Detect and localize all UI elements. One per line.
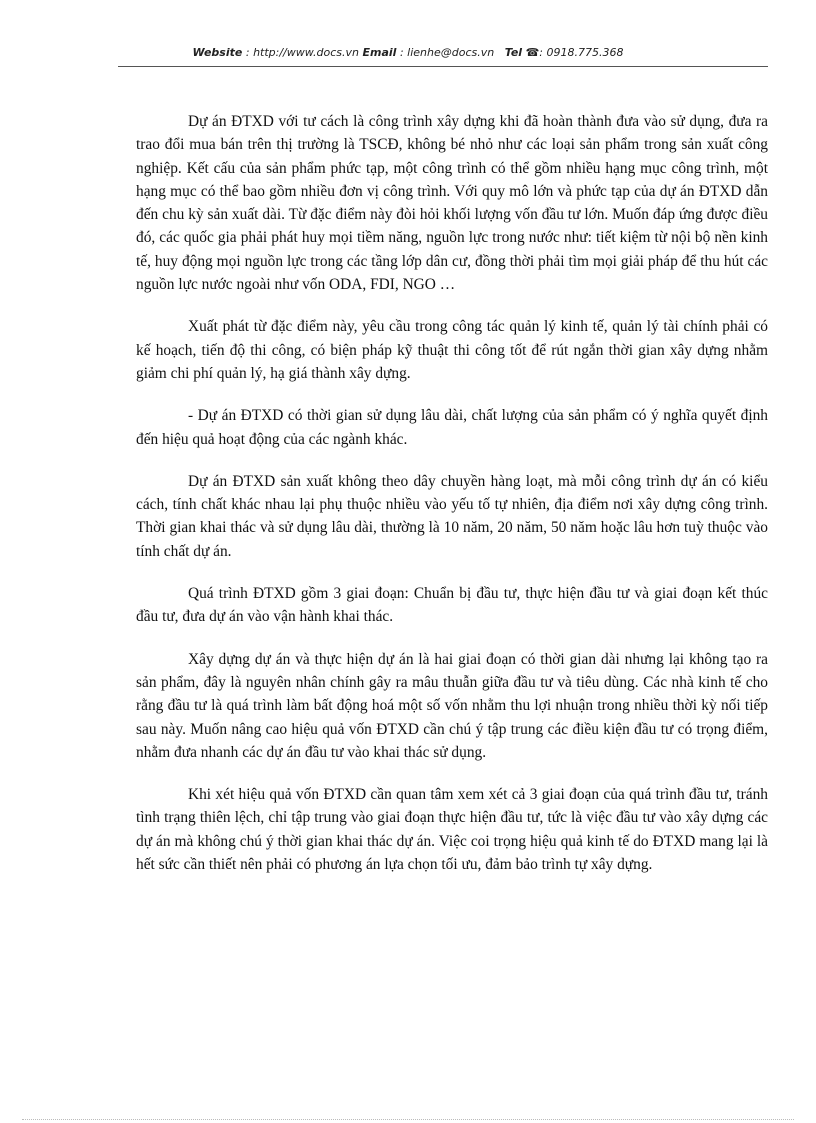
website-sep: : [242,46,254,59]
header-divider [118,66,768,67]
phone-icon: ☎ [525,46,540,59]
paragraph-3: - Dự án ĐTXD có thời gian sử dụng lâu dài, chất lượng của sản phẩm có ý nghĩa quyết định đến hiệu quả hoạt động của các ngành khác. [136,407,768,448]
website-label: Website [192,46,243,59]
paragraph-2: Xuất phát từ đặc điểm này, yêu cầu trong công tác quản lý kinh tế, quản lý tài chính phải có kế hoạch, tiến độ thi công, có biện pháp kỹ thuật thi công tốt để rút ngắn thời gian xây dựng nhằm giảm chi phí quản lý, hạ giá thành xây dựng. [136,318,768,382]
paragraph-5: Quá trình ĐTXD gồm 3 giai đoạn: Chuẩn bị đầu tư, thực hiện đầu tư và giai đoạn kết thúc đầu tư, đưa dự án vào vận hành khai thác. [136,585,768,626]
email-label: Email [362,46,397,59]
paragraph-7: Khi xét hiệu quả vốn ĐTXD cần quan tâm xem xét cả 3 giai đoạn của quá trình đầu tư, tránh tình trạng thiên lệch, chỉ tập trung vào giai đoạn thực hiện đầu tư, tức là việc đầu tư vào xây dựng các dự án mà không chú ý thời gian khai thác dự án. Việc coi trọng hiệu quả kinh tế do ĐTXD mang lại là hết sức cần thiết nên phải có phương án lựa chọn tối ưu, đảm bảo trình tự xây dựng. [136,786,768,874]
page-header [0,46,816,59]
paragraph-1: Dự án ĐTXD với tư cách là công trình xây dựng khi đã hoàn thành đưa vào sử dụng, đưa ra trao đổi mua bán trên thị trường là TSCĐ, không bé nhỏ như các loại sản phẩm trong sản xuất công nghiệp. Kết cấu của sản phẩm phức tạp, một công trình có thể gồm nhiều hạng mục công trình, một hạng mục có thể bao gồm nhiều đơn vị công trình. Với quy mô lớn và phức tạp của dự án ĐTXD dẫn đến chu kỳ sản xuất dài. Từ đặc điểm này đòi hỏi khối lượng vốn đầu tư lớn. Muốn đáp ứng được điều đó, các quốc gia phải phát huy mọi tiềm năng, nguồn lực trong nước như: tiết kiệm từ nội bộ nền kinh tế, huy động mọi nguồn lực trong các tầng lớp dân cư, đồng thời phải tìm mọi giải pháp để thu hút các nguồn lực nước ngoài như vốn ODA, FDI, NGO … [136,113,768,294]
paragraph-6: Xây dựng dự án và thực hiện dự án là hai giai đoạn có thời gian dài nhưng lại không tạo ra sản phẩm, đây là nguyên nhân chính gây ra mâu thuẫn giữa đầu tư và tiêu dùng. Các nhà kinh tế cho rằng đầu tư là quá trình làm bất động hoá một số vốn nhằm thu lợi nhuận trong nhiều thời kỳ nối tiếp sau này. Muốn nâng cao hiệu quả vốn ĐTXD cần chú ý tập trung các điều kiện đầu tư có trọng điểm, nhằm đưa nhanh các dự án đầu tư vào khai thác sử dụng. [136,650,768,761]
paragraph-4: Dự án ĐTXD sản xuất không theo dây chuyền hàng loạt, mà mỗi công trình dự án có kiểu cách, tính chất khác nhau lại phụ thuộc nhiều vào yếu tố tự nhiên, địa điểm nơi xây dựng công trình. Thời gian khai thác và sử dụng lâu dài, thường là 10 năm, 20 năm, 50 năm hoặc lâu hơn tuỳ thuộc vào tính chất dự án. [136,472,768,560]
footer-divider [22,1119,794,1120]
tel-label: Tel [504,46,523,59]
email-sep: : [396,46,408,59]
email-link[interactable]: lienhe@docs.vn [407,46,495,59]
tel-value: : 0918.775.368 [539,46,624,59]
document-body [136,110,768,895]
website-link[interactable]: http://www.docs.vn [253,46,360,59]
